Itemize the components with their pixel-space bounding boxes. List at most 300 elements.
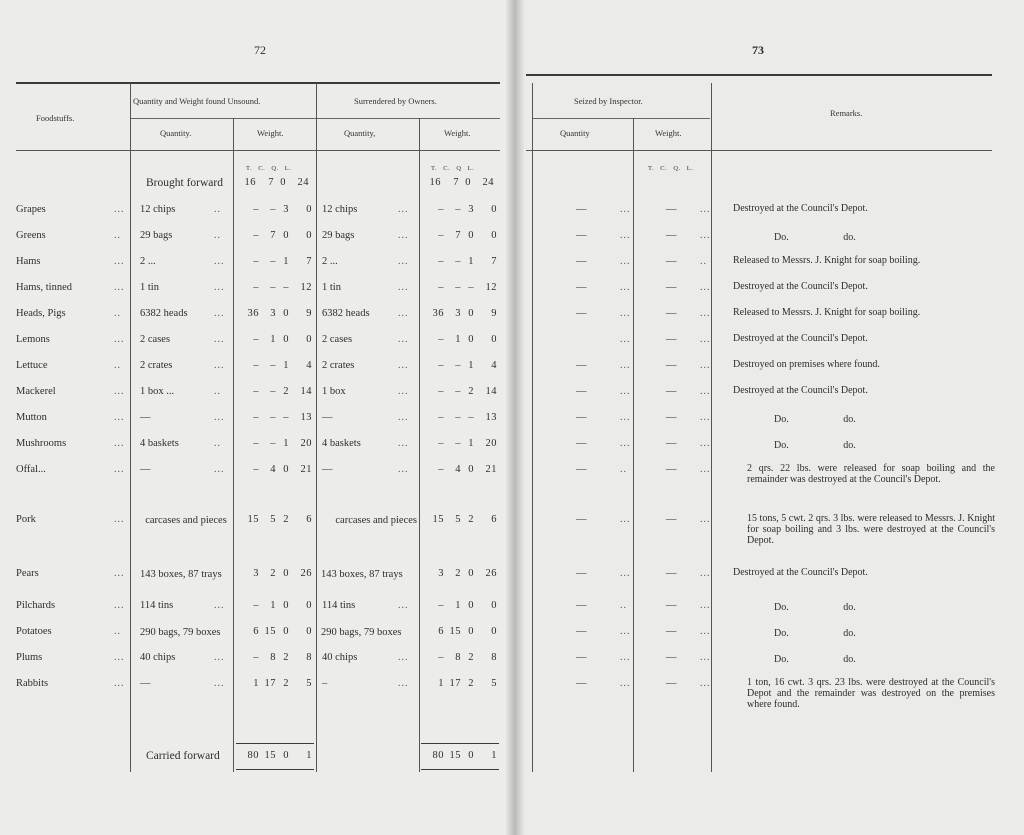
row-qty-leader: .. <box>214 386 221 397</box>
row-seized-weight: — <box>666 600 677 611</box>
row-weight-surrendered-q: 0 <box>468 464 474 475</box>
row-qty-leader: ... <box>214 600 225 611</box>
row-seized-leader: .. <box>620 464 627 475</box>
row-weight-found-l: 5 <box>306 678 312 689</box>
row-qty2-leader: ... <box>398 600 409 611</box>
row-qty2-leader: ... <box>398 334 409 345</box>
total-rule-found-bottom <box>236 769 314 770</box>
row-remark-leader: ... <box>700 678 711 689</box>
row-foodstuff: Pilchards <box>16 600 56 611</box>
row-food-leader: ... <box>114 514 125 525</box>
row-weight-found-l: 21 <box>300 464 312 475</box>
row-weight-found-c: 4 <box>270 464 276 475</box>
row-qty2-leader: ... <box>398 360 409 371</box>
row-weight-found-c: – <box>270 438 276 449</box>
row-weight-surrendered-q: 2 <box>468 678 474 689</box>
cf-surr-t: 80 <box>432 750 444 761</box>
row-weight-surrendered-c: 2 <box>455 568 461 579</box>
row-weight-found-c: 5 <box>270 514 276 525</box>
row-weight-surrendered-q: 2 <box>468 514 474 525</box>
row-quantity-surrendered: carcases and pieces <box>335 515 417 526</box>
cf-found-c: 15 <box>264 750 276 761</box>
row-weight-surrendered-l: 12 <box>485 282 497 293</box>
row-remark: Destroyed on premises where found. <box>733 359 880 370</box>
header-bottom-rule-right <box>526 150 992 151</box>
page-number-right: 73 <box>752 43 764 57</box>
row-weight-surrendered-t: 3 <box>438 568 444 579</box>
row-seized-quantity: — <box>576 652 587 663</box>
row-weight-surrendered-l: 0 <box>491 334 497 345</box>
row-foodstuff: Greens <box>16 230 46 241</box>
row-quantity-surrendered: 2 ... <box>322 256 338 267</box>
total-rule-surrendered-bottom <box>421 769 499 770</box>
row-weight-found-l: 0 <box>306 334 312 345</box>
row-weight-surrendered-c: 1 <box>455 600 461 611</box>
row-weight-found-c: 15 <box>264 626 276 637</box>
row-weight-surrendered-c: 5 <box>455 514 461 525</box>
row-seized-quantity: — <box>576 256 587 267</box>
row-weight-found-t: – <box>253 334 259 345</box>
row-weight-surrendered-l: 0 <box>491 230 497 241</box>
row-food-leader: .. <box>114 230 121 241</box>
row-remark: Released to Messrs. J. Knight for soap boiling. <box>733 255 921 266</box>
row-remark: Do. do. <box>774 654 856 665</box>
row-weight-surrendered-t: – <box>438 204 444 215</box>
row-seized-quantity: — <box>576 514 587 525</box>
row-weight-found-t: 3 <box>253 568 259 579</box>
row-weight-found-q: 2 <box>283 652 289 663</box>
row-quantity-found: 12 chips <box>140 204 176 215</box>
row-weight-found-q: 3 <box>283 204 289 215</box>
row-weight-surrendered-q: 3 <box>468 204 474 215</box>
row-quantity-surrendered: 29 bags <box>322 230 355 241</box>
cf-surr-q: 0 <box>468 750 474 761</box>
row-food-leader: ... <box>114 412 125 423</box>
row-remark: Do. do. <box>774 232 856 243</box>
row-food-leader: ... <box>114 334 125 345</box>
row-quantity-found: — <box>140 464 151 475</box>
row-weight-found-t: – <box>253 230 259 241</box>
row-weight-surrendered-c: 7 <box>455 230 461 241</box>
row-seized-weight: — <box>666 308 677 319</box>
row-foodstuff: Offal... <box>16 464 46 475</box>
row-weight-surrendered-q: 1 <box>468 360 474 371</box>
row-foodstuff: Mushrooms <box>16 438 67 449</box>
row-quantity-found: 1 box ... <box>140 386 175 397</box>
row-weight-surrendered-l: 0 <box>491 626 497 637</box>
row-qty2-leader: ... <box>398 256 409 267</box>
col-rule-4 <box>419 118 420 772</box>
row-remark-leader: ... <box>700 282 711 293</box>
header-weight-1: Weight. <box>257 128 284 138</box>
row-weight-found-l: 9 <box>306 308 312 319</box>
row-seized-weight: — <box>666 514 677 525</box>
row-weight-found-l: 0 <box>306 600 312 611</box>
row-weight-found-l: 7 <box>306 256 312 267</box>
row-weight-surrendered-l: 0 <box>491 204 497 215</box>
brought-forward-label: Brought forward <box>146 177 223 189</box>
row-remark: 1 ton, 16 cwt. 3 qrs. 23 lbs. were destroyed at the Council's Depot and the remainder was destroyed on the premises where found. <box>747 677 995 710</box>
row-remark-leader: ... <box>700 360 711 371</box>
row-remark: Do. do. <box>774 602 856 613</box>
row-quantity-surrendered: 1 box <box>322 386 346 397</box>
row-seized-weight: — <box>666 204 677 215</box>
row-weight-surrendered-q: 2 <box>468 386 474 397</box>
row-seized-leader: ... <box>620 652 631 663</box>
row-qty-leader: ... <box>214 412 225 423</box>
row-quantity-found: 29 bags <box>140 230 173 241</box>
row-foodstuff: Pork <box>16 514 36 525</box>
row-remark-leader: ... <box>700 204 711 215</box>
header-quantity-2: Quantity, <box>344 128 376 138</box>
row-food-leader: ... <box>114 568 125 579</box>
row-weight-surrendered-q: – <box>468 412 474 423</box>
row-remark-leader: ... <box>700 334 711 345</box>
row-weight-found-l: 6 <box>306 514 312 525</box>
row-qty2-leader: ... <box>398 230 409 241</box>
row-weight-found-q: 0 <box>283 626 289 637</box>
row-qty-leader: ... <box>214 360 225 371</box>
row-seized-weight: — <box>666 386 677 397</box>
row-foodstuff: Mutton <box>16 412 47 423</box>
row-remark-leader: ... <box>700 230 711 241</box>
row-weight-found-t: 6 <box>253 626 259 637</box>
row-weight-found-t: – <box>253 204 259 215</box>
row-food-leader: .. <box>114 360 121 371</box>
units-seized: T. C. Q. L. <box>648 165 694 172</box>
row-seized-quantity: — <box>576 204 587 215</box>
row-weight-surrendered-t: – <box>438 256 444 267</box>
row-qty2-leader: ... <box>398 678 409 689</box>
row-weight-surrendered-c: 4 <box>455 464 461 475</box>
row-weight-surrendered-l: 14 <box>485 386 497 397</box>
row-seized-weight: — <box>666 256 677 267</box>
row-foodstuff: Lemons <box>16 334 50 345</box>
cf-found-t: 80 <box>247 750 259 761</box>
row-quantity-surrendered: 40 chips <box>322 652 358 663</box>
row-seized-weight: — <box>666 360 677 371</box>
bf-found-q: 0 <box>280 177 286 188</box>
row-weight-surrendered-t: – <box>438 600 444 611</box>
row-seized-leader: ... <box>620 204 631 215</box>
row-weight-surrendered-c: 8 <box>455 652 461 663</box>
row-seized-quantity: — <box>576 386 587 397</box>
row-weight-surrendered-l: 20 <box>485 438 497 449</box>
row-food-leader: ... <box>114 438 125 449</box>
row-weight-found-q: 1 <box>283 438 289 449</box>
row-weight-surrendered-t: – <box>438 282 444 293</box>
row-remark: Destroyed at the Council's Depot. <box>733 333 868 344</box>
row-quantity-found: — <box>140 412 151 423</box>
row-seized-leader: ... <box>620 256 631 267</box>
row-quantity-found: 2 cases <box>140 334 171 345</box>
row-weight-surrendered-c: – <box>455 438 461 449</box>
row-weight-found-c: – <box>270 282 276 293</box>
row-remark-leader: ... <box>700 308 711 319</box>
row-weight-found-q: 1 <box>283 256 289 267</box>
row-weight-found-t: 1 <box>253 678 259 689</box>
bf-surr-l: 24 <box>482 177 494 188</box>
row-weight-found-c: – <box>270 360 276 371</box>
row-seized-weight: — <box>666 438 677 449</box>
row-weight-found-c: 1 <box>270 334 276 345</box>
header-seized: Seized by Inspector. <box>574 96 643 106</box>
row-weight-surrendered-l: 13 <box>485 412 497 423</box>
row-weight-surrendered-c: 15 <box>449 626 461 637</box>
units-found: T. C. Q. L. <box>246 165 292 172</box>
row-foodstuff: Lettuce <box>16 360 48 371</box>
row-weight-surrendered-t: 36 <box>432 308 444 319</box>
row-quantity-surrendered: — <box>322 412 333 423</box>
row-seized-quantity: — <box>576 438 587 449</box>
row-quantity-found: 2 crates <box>140 360 173 371</box>
row-seized-weight: — <box>666 412 677 423</box>
row-remark: Destroyed at the Council's Depot. <box>733 567 868 578</box>
row-weight-found-c: – <box>270 412 276 423</box>
row-weight-found-q: 2 <box>283 514 289 525</box>
row-seized-leader: .. <box>620 600 627 611</box>
col-rule-3 <box>316 83 317 772</box>
row-seized-quantity: — <box>576 600 587 611</box>
units-surrendered: T. C. Q L. <box>431 165 475 172</box>
row-quantity-surrendered: — <box>322 464 333 475</box>
row-qty2-leader: ... <box>398 204 409 215</box>
total-rule-found-top <box>236 743 314 744</box>
row-seized-leader: ... <box>620 438 631 449</box>
row-weight-surrendered-t: – <box>438 464 444 475</box>
row-weight-surrendered-t: – <box>438 360 444 371</box>
row-seized-quantity: — <box>576 360 587 371</box>
row-weight-found-q: 1 <box>283 360 289 371</box>
row-seized-weight: — <box>666 626 677 637</box>
row-seized-weight: — <box>666 652 677 663</box>
carried-forward-label: Carried forward <box>146 750 220 762</box>
row-quantity-surrendered: – <box>322 678 328 689</box>
row-seized-quantity: — <box>576 230 587 241</box>
row-food-leader: ... <box>114 386 125 397</box>
row-foodstuff: Heads, Pigs <box>16 308 66 319</box>
header-remarks: Remarks. <box>830 108 863 118</box>
cf-found-q: 0 <box>283 750 289 761</box>
bf-surr-t: 16 <box>429 177 441 188</box>
row-weight-found-q: 2 <box>283 678 289 689</box>
row-quantity-found: carcases and pieces <box>145 515 227 526</box>
row-seized-weight: — <box>666 334 677 345</box>
row-weight-found-t: 36 <box>247 308 259 319</box>
row-seized-leader: ... <box>620 282 631 293</box>
row-remark-leader: ... <box>700 412 711 423</box>
row-weight-found-t: – <box>253 464 259 475</box>
bf-found-c: 7 <box>268 177 274 188</box>
row-weight-found-c: 17 <box>264 678 276 689</box>
row-seized-weight: — <box>666 282 677 293</box>
col-rule-7 <box>711 83 712 772</box>
subheader-rule-right <box>532 118 710 119</box>
row-weight-found-l: 0 <box>306 204 312 215</box>
row-weight-surrendered-c: – <box>455 360 461 371</box>
row-remark-leader: ... <box>700 464 711 475</box>
row-weight-surrendered-c: – <box>455 282 461 293</box>
row-weight-surrendered-t: – <box>438 412 444 423</box>
page-number-left: 72 <box>254 43 266 57</box>
row-seized-leader: ... <box>620 230 631 241</box>
row-weight-found-c: – <box>270 386 276 397</box>
header-bottom-rule-left <box>16 150 500 151</box>
row-qty-leader: .. <box>214 438 221 449</box>
row-weight-surrendered-c: 17 <box>449 678 461 689</box>
row-weight-surrendered-c: – <box>455 386 461 397</box>
row-quantity-surrendered: 2 crates <box>322 360 355 371</box>
header-quantity-3: Quantity <box>560 128 590 138</box>
row-weight-surrendered-c: 3 <box>455 308 461 319</box>
row-quantity-surrendered: 4 baskets <box>322 438 361 449</box>
row-foodstuff: Hams <box>16 256 41 267</box>
row-seized-quantity: — <box>576 678 587 689</box>
row-weight-surrendered-l: 5 <box>491 678 497 689</box>
row-weight-surrendered-l: 9 <box>491 308 497 319</box>
row-quantity-found: 6382 heads <box>140 308 188 319</box>
row-quantity-surrendered: 2 cases <box>322 334 353 345</box>
row-food-leader: ... <box>114 652 125 663</box>
row-foodstuff: Plums <box>16 652 43 663</box>
row-weight-surrendered-q: 0 <box>468 334 474 345</box>
row-remark-leader: ... <box>700 626 711 637</box>
row-quantity-found: 290 bags, 79 boxes <box>140 627 221 638</box>
row-weight-found-q: – <box>283 412 289 423</box>
row-weight-surrendered-l: 21 <box>485 464 497 475</box>
row-qty2-leader: ... <box>398 308 409 319</box>
row-weight-surrendered-c: – <box>455 256 461 267</box>
row-weight-found-l: 4 <box>306 360 312 371</box>
header-foodstuffs: Foodstuffs. <box>36 113 75 123</box>
row-weight-surrendered-q: 2 <box>468 652 474 663</box>
row-weight-surrendered-q: 0 <box>468 568 474 579</box>
col-rule-2 <box>233 118 234 772</box>
row-weight-found-t: 15 <box>247 514 259 525</box>
row-food-leader: ... <box>114 256 125 267</box>
row-weight-surrendered-t: – <box>438 230 444 241</box>
row-weight-found-c: 8 <box>270 652 276 663</box>
row-weight-found-q: 0 <box>283 464 289 475</box>
row-remark: Released to Messrs. J. Knight for soap boiling. <box>733 307 921 318</box>
row-weight-found-c: 7 <box>270 230 276 241</box>
row-weight-found-c: – <box>270 256 276 267</box>
row-quantity-found: 143 boxes, 87 trays <box>140 569 222 580</box>
row-seized-leader: ... <box>620 678 631 689</box>
row-weight-surrendered-t: 1 <box>438 678 444 689</box>
row-food-leader: ... <box>114 464 125 475</box>
row-weight-surrendered-t: – <box>438 438 444 449</box>
cf-surr-c: 15 <box>449 750 461 761</box>
header-surrendered: Surrendered by Owners. <box>354 96 437 106</box>
row-weight-surrendered-l: 6 <box>491 514 497 525</box>
row-remark: 2 qrs. 22 lbs. were released for soap boiling and the remainder was destroyed at the Council's Depot. <box>747 463 995 485</box>
row-quantity-surrendered: 1 tin <box>322 282 341 293</box>
row-remark-leader: ... <box>700 386 711 397</box>
row-remark-leader: ... <box>700 438 711 449</box>
row-qty-leader: .. <box>214 204 221 215</box>
row-food-leader: .. <box>114 308 121 319</box>
row-quantity-found: 2 ... <box>140 256 156 267</box>
row-weight-surrendered-t: – <box>438 334 444 345</box>
row-seized-leader: ... <box>620 360 631 371</box>
total-rule-surrendered-top <box>421 743 499 744</box>
row-seized-leader: ... <box>620 386 631 397</box>
row-weight-surrendered-q: – <box>468 282 474 293</box>
row-remark: Do. do. <box>774 414 856 425</box>
row-weight-found-q: 2 <box>283 386 289 397</box>
row-weight-surrendered-q: 1 <box>468 256 474 267</box>
row-weight-found-t: – <box>253 412 259 423</box>
row-food-leader: ... <box>114 600 125 611</box>
col-rule-6 <box>633 118 634 772</box>
row-weight-found-l: 26 <box>300 568 312 579</box>
row-seized-weight: — <box>666 678 677 689</box>
row-weight-found-q: 0 <box>283 334 289 345</box>
row-weight-found-c: 2 <box>270 568 276 579</box>
row-remark: Destroyed at the Council's Depot. <box>733 203 868 214</box>
row-seized-leader: ... <box>620 308 631 319</box>
row-weight-surrendered-c: – <box>455 204 461 215</box>
row-weight-found-q: 0 <box>283 600 289 611</box>
row-qty-leader: ... <box>214 308 225 319</box>
book-gutter <box>505 0 525 835</box>
row-foodstuff: Pears <box>16 568 39 579</box>
table-top-rule-left <box>16 82 500 84</box>
bf-found-t: 16 <box>244 177 256 188</box>
row-weight-found-l: 13 <box>300 412 312 423</box>
row-seized-weight: — <box>666 568 677 579</box>
row-quantity-surrendered: 12 chips <box>322 204 358 215</box>
row-weight-surrendered-t: 6 <box>438 626 444 637</box>
row-weight-found-t: – <box>253 386 259 397</box>
row-weight-surrendered-q: 1 <box>468 438 474 449</box>
row-foodstuff: Grapes <box>16 204 46 215</box>
bf-surr-c: 7 <box>453 177 459 188</box>
row-weight-surrendered-l: 7 <box>491 256 497 267</box>
row-weight-surrendered-t: – <box>438 386 444 397</box>
row-quantity-found: 114 tins <box>140 600 174 611</box>
row-remark: Destroyed at the Council's Depot. <box>733 281 868 292</box>
row-qty2-leader: ... <box>398 464 409 475</box>
table-top-rule-right <box>526 74 992 76</box>
row-remark-leader: .. <box>700 256 707 267</box>
row-quantity-surrendered: 6382 heads <box>322 308 370 319</box>
row-remark: Do. do. <box>774 628 856 639</box>
row-seized-leader: ... <box>620 626 631 637</box>
row-remark-leader: ... <box>700 514 711 525</box>
col-rule-1 <box>130 83 131 772</box>
row-seized-weight: — <box>666 464 677 475</box>
col-rule-5 <box>532 83 533 772</box>
row-foodstuff: Potatoes <box>16 626 52 637</box>
row-remark-leader: ... <box>700 600 711 611</box>
row-remark: Destroyed at the Council's Depot. <box>733 385 868 396</box>
row-weight-found-l: 12 <box>300 282 312 293</box>
row-weight-found-q: 0 <box>283 568 289 579</box>
cf-surr-l: 1 <box>491 750 497 761</box>
row-weight-found-t: – <box>253 256 259 267</box>
row-weight-found-c: 1 <box>270 600 276 611</box>
row-qty2-leader: ... <box>398 282 409 293</box>
row-weight-surrendered-l: 0 <box>491 600 497 611</box>
row-quantity-found: — <box>140 678 151 689</box>
row-quantity-found: 40 chips <box>140 652 176 663</box>
row-weight-surrendered-c: – <box>455 412 461 423</box>
header-weight-3: Weight. <box>655 128 682 138</box>
row-weight-found-l: 20 <box>300 438 312 449</box>
row-qty-leader: .. <box>214 230 221 241</box>
